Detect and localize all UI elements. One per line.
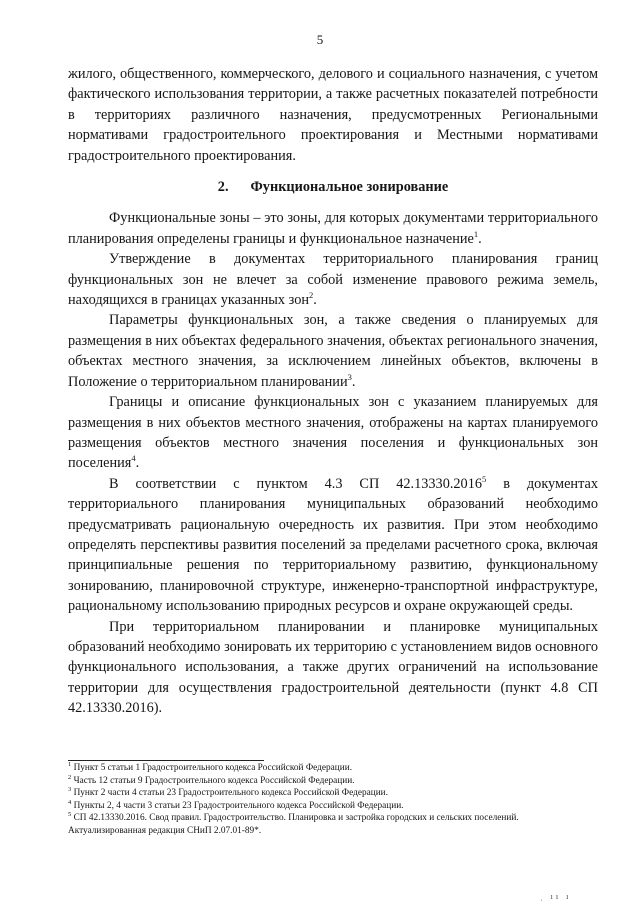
footnote-3 (68, 787, 598, 800)
paragraph-5-start: В соответствии с пунктом 4.3 СП 42.13330.2016 (109, 475, 483, 492)
footnote-2-text: Часть 12 статьи 9 Градостроительного кодекса Российской Федерации. (71, 775, 355, 786)
footnote-3-text: Пункт 2 части 4 статьи 23 Градостроительного кодекса Российской Федерации. (71, 788, 388, 799)
section-heading (68, 177, 598, 197)
footnote-ref-2[interactable]: 2 (309, 290, 314, 301)
paragraph-1-end: . (478, 230, 482, 247)
paragraph-2-text: Утверждение в документах территориального планирования границ функциональных зон не влечет за собой изменение правового режима земель, находящихся в границах указанных зон (68, 251, 598, 309)
footnote-ref-3[interactable]: 3 (347, 371, 352, 382)
footnote-4 (68, 800, 598, 813)
paragraph-5-text: в документах территориального планирования муниципальных образований необходимо предусматривать рациональную очередность их развития. При этом необходимо определять перспективы развития поселений за пределами расчетного срока, включая принципиальные решения по территориальному развитию, функциональному зонированию, планировочной структуре, инженерно-транспортной инфраструктуре, рациональному использованию природных ресурсов и охране окружающей среды. (68, 475, 598, 615)
page-number: 5 (316, 32, 324, 47)
footnote-separator (68, 760, 264, 761)
scan-marks: ˌ ıı ı (540, 892, 572, 901)
paragraph-1 (68, 208, 598, 249)
section-title: Функциональное зонирование (250, 179, 449, 196)
section-number: 2. (217, 179, 229, 196)
page-body (68, 64, 598, 719)
paragraph-3-text: Параметры функциональных зон, а также сведения о планируемых для размещения в них объектах федерального значения, объектах регионального значения, объектах местного значения, за исключением линейных объектов, включены в Положение о территориальном планировании (68, 312, 598, 390)
footnote-ref-1[interactable]: 1 (473, 229, 479, 240)
paragraph-3-end: . (351, 373, 356, 390)
paragraph-5 (68, 474, 598, 617)
footnote-2 (68, 775, 598, 788)
paragraph-1-text: Функциональные зоны – это зоны, для которых документами территориального планирования определены границы и функциональное назначение (68, 210, 598, 247)
paragraph-4-end: . (135, 455, 140, 472)
footnote-1 (68, 762, 598, 775)
paragraph-4-text: Границы и описание функциональных зон с указанием планируемых для размещения в них объектов местного значения, отображены на картах планируемого размещения объектов местного значения поселения и функциональных зон поселения (68, 394, 598, 472)
footnote-5-text: СП 42.13330.2016. Свод правил. Градостроительство. Планировка и застройка городских и сельских поселений. Актуализированная редакция СНиП 2.07.01-89*. (68, 813, 519, 836)
footnote-5 (68, 812, 598, 837)
paragraph-3 (68, 310, 598, 392)
paragraph-2 (68, 249, 598, 310)
paragraph-6: При территориальном планировании и планировке муниципальных образований необходимо зонировать их территорию с установлением видов основного функционального использования, а также других ограничений на использование территории для осуществления градостроительной деятельности (пункт 4.8 СП 42.13330.2016). (68, 618, 598, 717)
footnote-3-marker: 3 (68, 786, 72, 794)
footnotes (68, 762, 598, 838)
footnote-4-text: Пункты 2, 4 части 3 статьи 23 Градостроительного кодекса Российской Федерации. (71, 800, 404, 811)
footnote-1-marker: 1 (68, 760, 72, 768)
intro-paragraph: жилого, общественного, коммерческого, делового и социального назначения, с учетом фактического использования территории, а также расчетных показателей потребности в территориях различного назначения, предусмотренных Региональными нормативами градостроительного проектирования и Местными нормативами градостроительного проектирования. (68, 66, 598, 164)
footnote-5-marker: 5 (68, 811, 72, 819)
footnote-ref-4[interactable]: 4 (131, 453, 136, 464)
footnote-ref-5[interactable]: 5 (482, 473, 487, 484)
footnote-4-marker: 4 (68, 798, 72, 806)
footnote-2-marker: 2 (68, 773, 72, 781)
paragraph-2-end: . (313, 292, 317, 309)
paragraph-4 (68, 392, 598, 474)
footnote-1-text: Пункт 5 статьи 1 Градостроительного кодекса Российской Федерации. (71, 763, 353, 773)
